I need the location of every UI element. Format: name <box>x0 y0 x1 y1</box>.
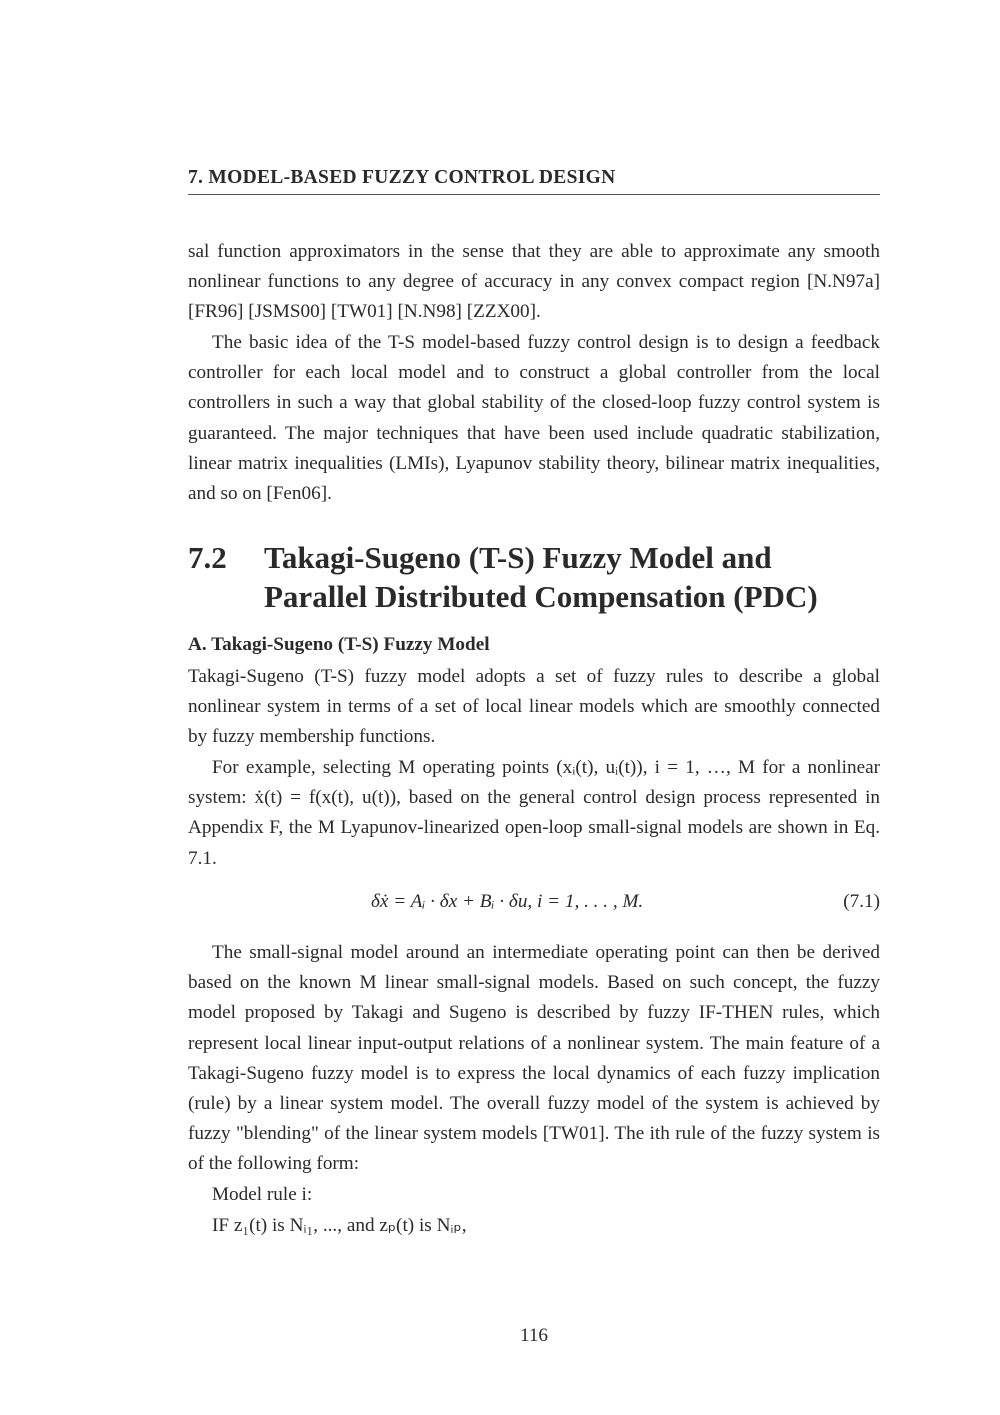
running-head: 7. MODEL-BASED FUZZY CONTROL DESIGN <box>188 167 880 195</box>
section-title: Takagi-Sugeno (T-S) Fuzzy Model and Parallel Distributed Compensation (PDC) <box>264 540 818 614</box>
paragraph-7: IF z₁(t) is Nᵢ₁, ..., and zₚ(t) is Nᵢₚ, <box>212 1215 467 1236</box>
page-number: 116 <box>519 1325 549 1346</box>
equation-number: (7.1) <box>843 891 880 912</box>
equation-body: δẋ = Aᵢ · δx + Bᵢ · δu, i = 1, . . . , M. <box>371 891 644 912</box>
paragraph-4: For example, selecting M operating points (xᵢ(t), uᵢ(t)), i = 1, …, M for a nonlinear system: ẋ(t) = f(x(t), u(t)), based on the general control design process represented in Appendix F, the M Lyapunov-linearized open-loop small-signal models are shown in Eq. 7.1. <box>188 757 880 869</box>
section-number: 7.2 <box>188 540 227 575</box>
paragraph-5: The small-signal model around an intermediate operating point can then be derived based on the known M linear small-signal models. Based on such concept, the fuzzy model proposed by Takagi and Sugeno is described by fuzzy IF-THEN rules, which represent local linear input-output relations of a nonlinear system. The main feature of a Takagi-Sugeno fuzzy model is to express the local dynamics of each fuzzy implication (rule) by a linear system model. The overall fuzzy model of the system is achieved by fuzzy "blending" of the linear system models [TW01]. The ith rule of the fuzzy system is of the following form: <box>188 942 880 1175</box>
section-heading <box>188 538 880 616</box>
subsection-heading: A. Takagi-Sugeno (T-S) Fuzzy Model <box>188 634 490 655</box>
paragraph-3: Takagi-Sugeno (T-S) fuzzy model adopts a set of fuzzy rules to describe a global nonlinear system in terms of a set of local linear models which are smoothly connected by fuzzy membership functions. <box>188 666 880 748</box>
paragraph-6: Model rule i: <box>212 1184 313 1205</box>
paragraph-2: The basic idea of the T-S model-based fuzzy control design is to design a feedback controller for each local model and to construct a global controller from the local controllers in such a way that global stability of the closed-loop fuzzy control system is guaranteed. The major techniques that have been used include quadratic stabilization, linear matrix inequalities (LMIs), Lyapunov stability theory, bilinear matrix inequalities, and so on [Fen06]. <box>188 332 880 505</box>
equation-7-1 <box>188 891 880 921</box>
paragraph-1: sal function approximators in the sense that they are able to approximate any smooth nonlinear functions to any degree of accuracy in any convex compact region [N.N97a] [FR96] [JSMS00] [TW01] [N.N98] [ZZX00]. <box>188 241 880 323</box>
